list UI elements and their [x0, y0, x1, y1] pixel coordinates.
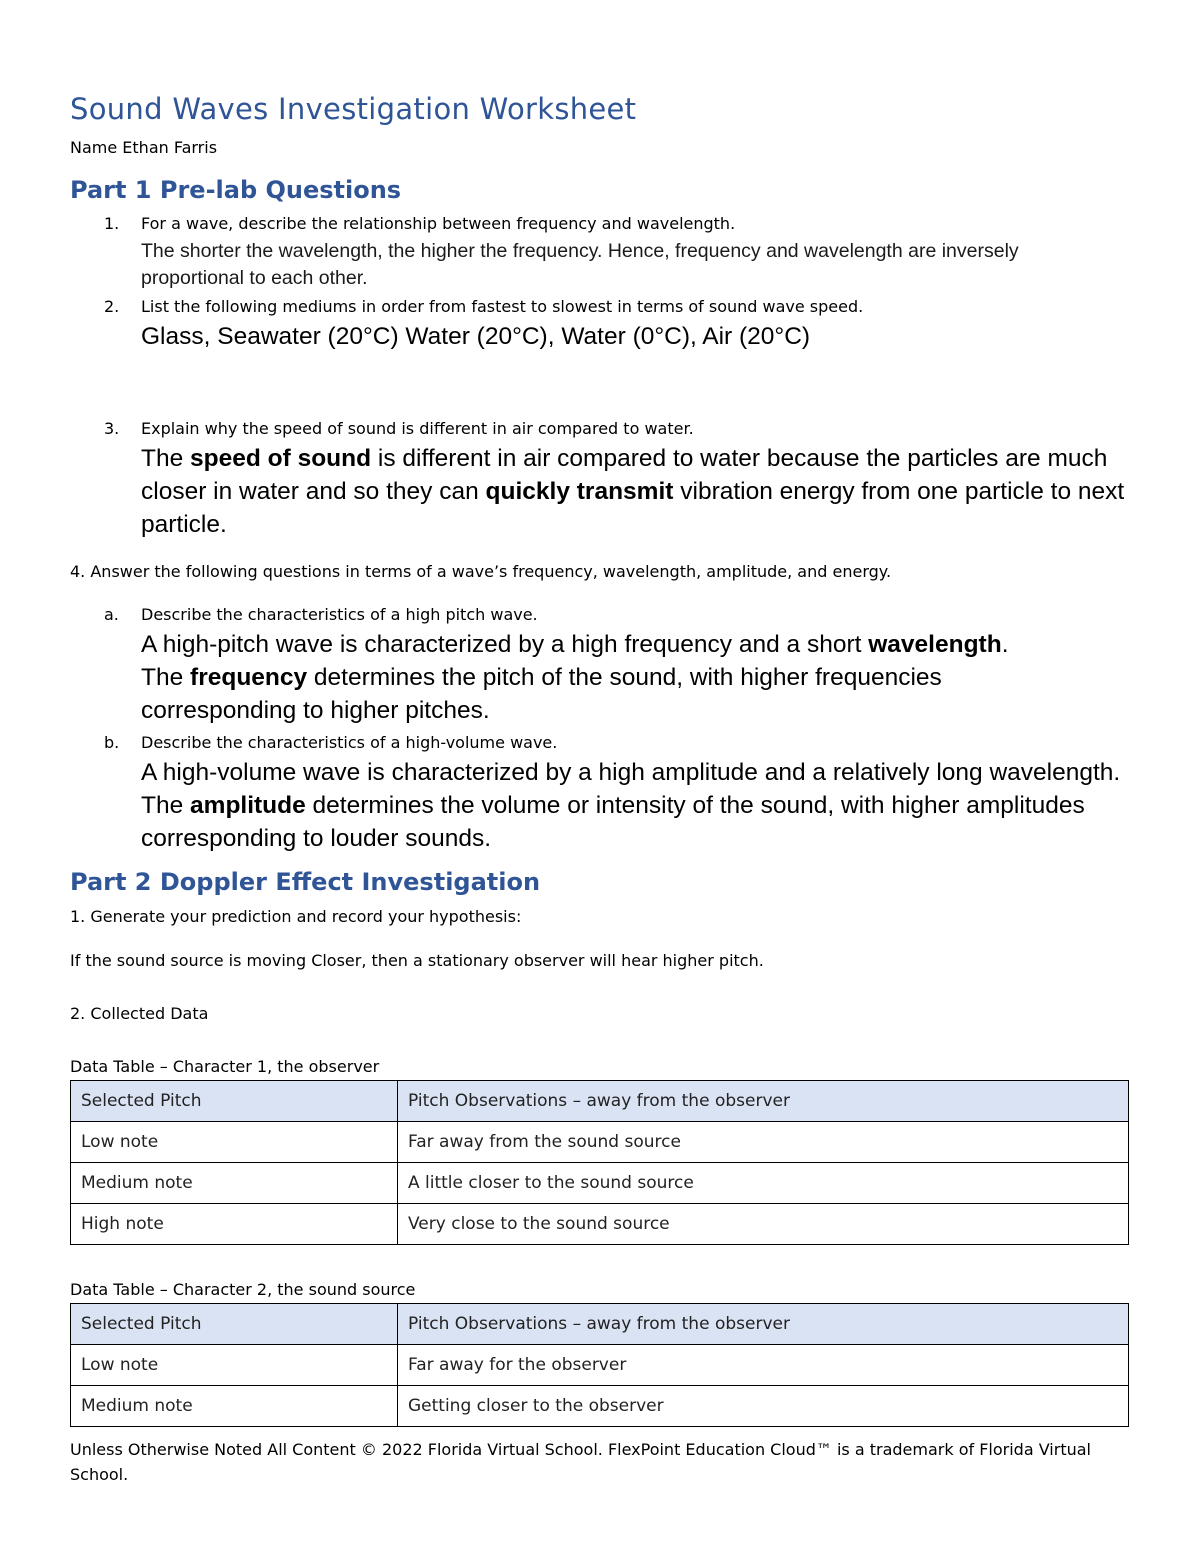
table2-header-pitch: Selected Pitch	[71, 1304, 398, 1345]
table1-cell-pitch: Low note	[71, 1122, 398, 1163]
q3-answer-bold2: quickly transmit	[485, 478, 674, 505]
table2-cell-observation: Getting closer to the observer	[398, 1386, 1129, 1427]
table2-header-row	[71, 1304, 1129, 1345]
q4b-answer	[141, 756, 1126, 855]
table2-cell-pitch: Medium note	[71, 1386, 398, 1427]
q1-text: For a wave, describe the relationship between frequency and wavelength.	[141, 214, 736, 233]
part2-heading: Part 2 Doppler Effect Investigation	[70, 868, 541, 896]
data-table-observer	[70, 1080, 1129, 1245]
data-table-sound-source	[70, 1303, 1129, 1427]
q4a-answer-part2: . The	[141, 631, 1009, 691]
part2-q1-text: 1. Generate your prediction and record your hypothesis:	[70, 907, 522, 926]
q4b-answer-part1: A high-volume wave is characterized by a high amplitude and a relatively long wavelength. The	[141, 759, 1121, 819]
table2-caption: Data Table – Character 2, the sound source	[70, 1280, 416, 1299]
page-title: Sound Waves Investigation Worksheet	[70, 92, 637, 126]
q4b-answer-part2: determines the volume or intensity of the sound, with higher amplitudes corresponding to louder sounds.	[141, 792, 1085, 852]
q4a-answer	[141, 628, 1041, 727]
table-row	[71, 1386, 1129, 1427]
table-row	[71, 1122, 1129, 1163]
q1-answer-line2: proportional to each other.	[141, 267, 368, 289]
table1-cell-pitch: Medium note	[71, 1163, 398, 1204]
part2-q2-text: 2. Collected Data	[70, 1004, 209, 1023]
student-name: Name Ethan Farris	[70, 138, 218, 157]
q3-answer-part2: is different in air compared to water because the particles are much closer in water and so they can	[141, 445, 1108, 505]
q4-text: 4. Answer the following questions in terms of a wave’s frequency, wavelength, amplitude, and energy.	[70, 562, 892, 581]
table-row	[71, 1163, 1129, 1204]
q2-number: 2.	[104, 297, 120, 316]
q1-number: 1.	[104, 214, 120, 233]
table1-header-row	[71, 1081, 1129, 1122]
hypothesis-text: If the sound source is moving Closer, then a stationary observer will hear higher pitch.	[70, 951, 764, 970]
q4b-answer-bold1: amplitude	[190, 792, 306, 819]
q3-number: 3.	[104, 419, 120, 438]
q2-answer: Glass, Seawater (20°C) Water (20°C), Water (0°C), Air (20°C)	[141, 323, 811, 350]
copyright-footer: Unless Otherwise Noted All Content © 2022 Florida Virtual School. FlexPoint Education Cloud™ is a trademark of Florida Virtual School.	[70, 1440, 1091, 1484]
table1-cell-observation: Far away from the sound source	[398, 1122, 1129, 1163]
q4b-letter: b.	[104, 733, 120, 752]
q4a-answer-part3: determines the pitch of the sound, with higher frequencies corresponding to higher pitches.	[141, 664, 942, 724]
table1-caption: Data Table – Character 1, the observer	[70, 1057, 380, 1076]
q4a-answer-bold2: frequency	[190, 664, 308, 691]
table1-header-observations: Pitch Observations – away from the observer	[398, 1081, 1129, 1122]
q4a-letter: a.	[104, 605, 119, 624]
q4a-answer-part1: A high-pitch wave is characterized by a high frequency and a short	[141, 631, 869, 658]
table-row	[71, 1204, 1129, 1245]
q2-text: List the following mediums in order from fastest to slowest in terms of sound wave speed.	[141, 297, 864, 316]
table2-cell-pitch: Low note	[71, 1345, 398, 1386]
table1-cell-pitch: High note	[71, 1204, 398, 1245]
table2-header-observations: Pitch Observations – away from the observer	[398, 1304, 1129, 1345]
q4a-text: Describe the characteristics of a high pitch wave.	[141, 605, 538, 624]
q4b-text: Describe the characteristics of a high-volume wave.	[141, 733, 558, 752]
table1-cell-observation: Very close to the sound source	[398, 1204, 1129, 1245]
q3-answer	[141, 442, 1126, 541]
table1-cell-observation: A little closer to the sound source	[398, 1163, 1129, 1204]
q3-answer-part3: vibration energy from one particle to next particle.	[141, 478, 1125, 538]
table2-cell-observation: Far away for the observer	[398, 1345, 1129, 1386]
table-row	[71, 1345, 1129, 1386]
q1-answer-line1: The shorter the wavelength, the higher the frequency. Hence, frequency and wavelength are inversely	[141, 240, 1019, 262]
q3-text: Explain why the speed of sound is different in air compared to water.	[141, 419, 694, 438]
table1-header-pitch: Selected Pitch	[71, 1081, 398, 1122]
q3-answer-part1: The	[141, 445, 191, 472]
part1-heading: Part 1 Pre-lab Questions	[70, 176, 402, 204]
q4a-answer-bold1: wavelength	[868, 631, 1002, 658]
q3-answer-bold1: speed of sound	[190, 445, 372, 472]
